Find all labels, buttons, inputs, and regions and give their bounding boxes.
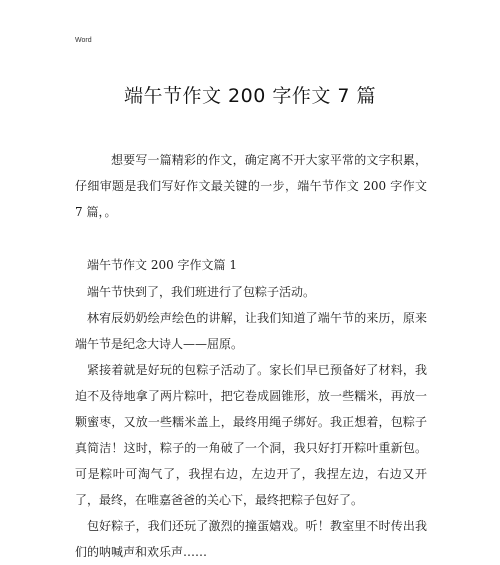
intro-paragraph: 想要写一篇精彩的作文，确定离不开大家平常的文字积累，仔细审题是我们写好作文最关键的一步，端午节作文 200 字作文 7 篇，。	[75, 153, 427, 219]
body-paragraph: 包好粽子，我们还玩了激烈的撞蛋嬉戏。听！教室里不时传出我们的呐喊声和欢乐声……	[75, 519, 427, 559]
document-title: 端午节作文 200 字作文 7 篇	[123, 85, 376, 107]
header-label: Word	[75, 37, 92, 44]
body-paragraph: 林宥辰奶奶绘声绘色的讲解，让我们知道了端午节的来历，原来端午节是纪念大诗人——屈原。	[75, 311, 427, 351]
body-paragraph: 端午节快到了，我们班进行了包粽子活动。	[87, 285, 316, 299]
section-heading: 端午节作文 200 字作文篇 1	[87, 258, 237, 272]
body-paragraph: 紧接着就是好玩的包粽子活动了。家长们早已预备好了材料，我迫不及待地拿了两片粽叶，把它卷成圆锥形，放一些糯米，再放一颗蜜枣，又放一些糯米盖上，最终用绳子绑好。我正想着，包粽子真简洁！这时，粽子的一角破了一个洞，我只好打开粽叶重新包。可是粽叶可淘气了，我捏右边，左边开了，我捏左边，右边又开了，最终，在唯嘉爸爸的关心下，最终把粽子包好了。	[75, 363, 427, 507]
